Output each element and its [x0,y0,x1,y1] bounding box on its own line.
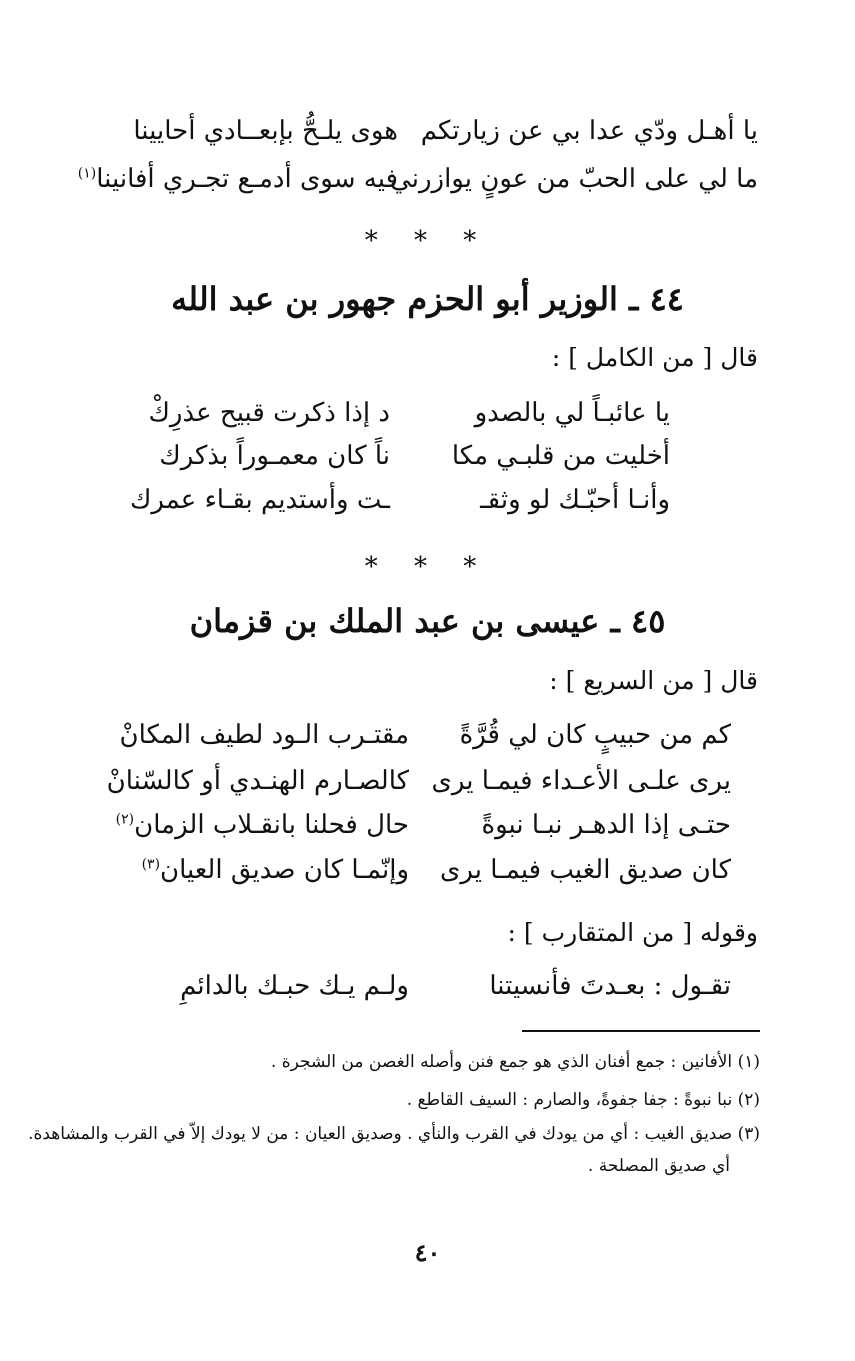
verse-second-hemistich: ـت وأستديم بقـاء عمرك [129,485,390,515]
footnote [40,1090,760,1111]
verse-first-hemistich: حتـى إذا الدهـر نبـا نبوةً [481,810,731,840]
verse-row [89,857,731,883]
verse-first-hemistich: كم من حبيبٍ كان لي قُرَّةً [459,720,731,750]
verse-first-hemistich: يرى علـى الأعـداء فيمـا يرى [431,766,731,796]
verse-row [89,812,731,838]
section-separator: * * * [364,226,491,256]
meter-intro: وقوله [ من المتقارب ] : [507,918,758,947]
footnote-number: (٣) [737,1124,760,1144]
verse-second-text: وإنّمـا كان صديق العيان [160,855,409,885]
footnote-text: الأفانين : جمع أفنان الذي هو جمع فنن وأصله الغصن من الشجرة . [270,1052,733,1072]
footnote-continuation: أي صديق المصلحة . [587,1156,730,1176]
verse-second-hemistich: هوى يلـحُّ بإبعــادي أحايينا [133,116,398,146]
verse-second-hemistich [89,768,409,794]
footnote-number: (١) [737,1052,760,1072]
verse-row [89,722,731,748]
verse-first-hemistich: أخليت من قلبـي مكا [451,441,670,471]
verse-row [89,973,731,999]
verse-row [129,485,670,515]
verse-second-hemistich [89,857,409,883]
page-number: ٤٠ [414,1238,441,1267]
verse-first-hemistich: ما لي على الحبّ من عونٍ يوازرني [390,164,758,194]
verse-second-hemistich [89,812,409,838]
verse-second-text: كالصـارم الهنـدي أو كالسّنانْ [106,766,409,796]
verse-second-hemistich: ولـم يـك حبـك بالدائمِ [180,971,409,1001]
meter-intro: قال [ من الكامل ] : [551,343,758,372]
footnote-text: صديق الغيب : أي من يودك في القرب والنأي . وصديق العيان : من لا يودك إلاّ في القرب والمشاهدة. [28,1124,733,1144]
verse-second-hemistich [89,722,409,748]
footnote-divider [522,1030,760,1032]
verse-row [140,400,670,426]
verse-second-hemistich: د إذا ذكرت قبيح عذرِكْ [148,398,390,428]
verse-row [140,443,670,469]
verse-first-hemistich: تقـول : بعـدتَ فأنسيتنا [489,971,731,1001]
verse-second-text: مقتـرب الـود لطيف المكانْ [119,720,409,750]
footnote-number: (٢) [737,1090,760,1110]
verse-first-hemistich: يا عائبـاً لي بالصدو [474,398,670,428]
verse-first-hemistich: كان صديق الغيب فيمـا يرى [440,855,731,885]
footnote [25,1124,760,1145]
section-heading: ٤٤ ـ الوزير أبو الحزم جهور بن عبد الله [171,280,684,318]
verse-second-text: حال فحلنا بانقـلاب الزمان [134,810,409,840]
footnote-text: نبا نبوةً : جفا جفوةً، والصارم : السيف القاطع . [406,1090,733,1110]
verse-second-text: فيه سوى أدمـع تجـري أفانينا [96,164,398,194]
section-heading: ٤٥ ـ عيسى بن عبد الملك بن قزمان [189,602,666,640]
footnote-reference: (١) [77,165,97,182]
footnote-reference: (٣) [141,856,161,873]
verse-second-hemistich [48,166,398,192]
section-separator: * * * [364,552,491,582]
verse-second-hemistich: ناً كان معمـوراً بذكرك [159,441,390,471]
verse-first-hemistich: يا أهـل ودّي عدا بي عن زيارتكم [420,116,758,146]
meter-intro: قال [ من السريع ] : [549,666,758,695]
footnote-reference: (٢) [115,811,135,828]
verse-row [48,166,758,192]
verse-row [89,768,731,794]
verse-row [48,118,758,144]
verse-first-hemistich: وأنـا أحبّـك لو وثقـ [480,485,670,515]
footnote [40,1052,760,1073]
